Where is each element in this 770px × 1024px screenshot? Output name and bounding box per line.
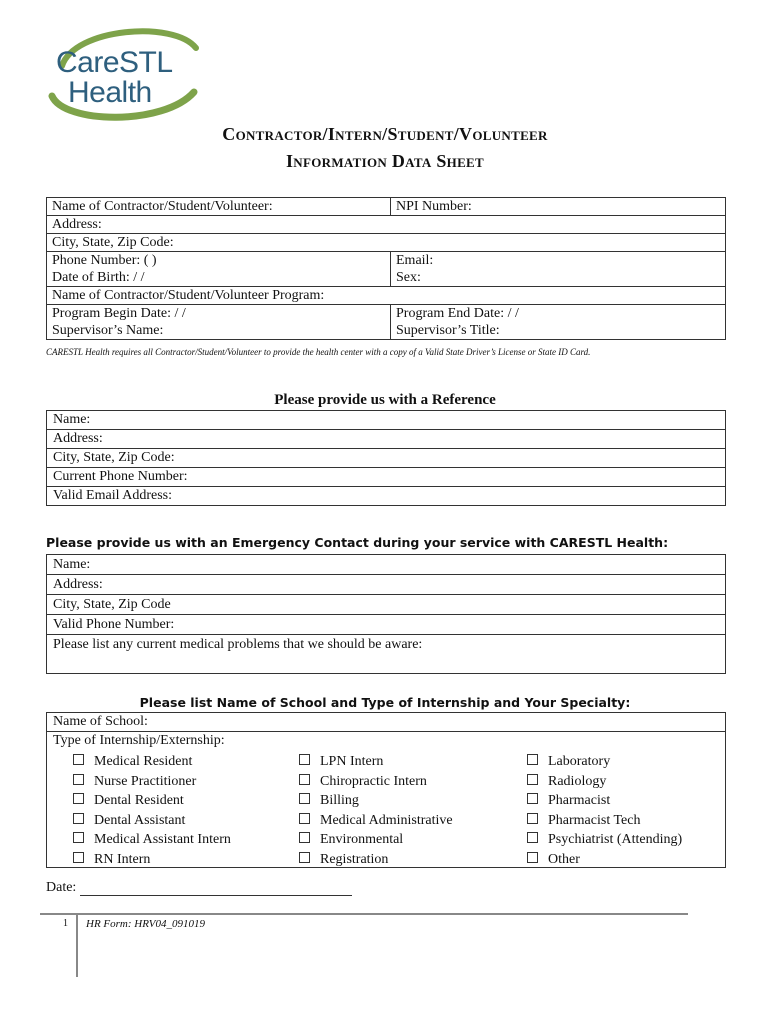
checkbox-icon[interactable] — [73, 793, 84, 804]
reference-section — [46, 410, 726, 506]
city-state-zip-field[interactable]: City, State, Zip Code: — [47, 234, 726, 252]
option-dental-resident[interactable]: Dental Resident — [73, 791, 231, 811]
contractor-info-table — [46, 197, 726, 340]
option-lpn-intern[interactable]: LPN Intern — [299, 752, 453, 772]
school-name-field[interactable]: Name of School: — [47, 713, 725, 732]
option-registration[interactable]: Registration — [299, 850, 453, 870]
reference-city-state-zip-field[interactable]: City, State, Zip Code: — [47, 449, 725, 468]
option-medical-administrative[interactable]: Medical Administrative — [299, 811, 453, 831]
option-nurse-practitioner[interactable]: Nurse Practitioner — [73, 772, 231, 792]
checkbox-icon[interactable] — [299, 852, 310, 863]
checkbox-icon[interactable] — [527, 852, 538, 863]
option-radiology[interactable]: Radiology — [527, 772, 682, 792]
phone-number-field[interactable]: Phone Number: ( ) — [47, 252, 391, 270]
option-other[interactable]: Other — [527, 850, 682, 870]
reference-name-field[interactable]: Name: — [47, 411, 725, 430]
checkbox-icon[interactable] — [73, 832, 84, 843]
checkbox-icon[interactable] — [299, 832, 310, 843]
reference-address-field[interactable]: Address: — [47, 430, 725, 449]
table-row — [47, 305, 726, 323]
options-column-3 — [527, 752, 682, 870]
checkbox-icon[interactable] — [527, 832, 538, 843]
checkbox-icon[interactable] — [73, 774, 84, 785]
supervisor-name-field[interactable]: Supervisor’s Name: — [47, 322, 391, 340]
option-laboratory[interactable]: Laboratory — [527, 752, 682, 772]
name-field[interactable]: Name of Contractor/Student/Volunteer: — [47, 198, 391, 216]
program-name-field[interactable]: Name of Contractor/Student/Volunteer Program: — [47, 287, 726, 305]
table-row — [47, 287, 726, 305]
checkbox-icon[interactable] — [299, 754, 310, 765]
option-medical-resident[interactable]: Medical Resident — [73, 752, 231, 772]
supervisor-title-field[interactable]: Supervisor’s Title: — [391, 322, 726, 340]
reference-heading: Please provide us with a Reference — [274, 392, 496, 408]
option-pharmacist[interactable]: Pharmacist — [527, 791, 682, 811]
option-billing[interactable]: Billing — [299, 791, 453, 811]
license-requirement-note: CARESTL Health requires all Contractor/Student/Volunteer to provide the health center with a copy of a Valid State Driver’s License or State ID Card. — [46, 347, 591, 357]
school-heading: Please list Name of School and Type of Internship and Your Specialty: — [139, 695, 631, 710]
footer-divider — [40, 913, 688, 915]
checkbox-icon[interactable] — [527, 754, 538, 765]
option-environmental[interactable]: Environmental — [299, 830, 453, 850]
emergency-name-field[interactable]: Name: — [47, 555, 725, 575]
reference-email-field[interactable]: Valid Email Address: — [53, 488, 172, 503]
checkbox-icon[interactable] — [299, 793, 310, 804]
school-section — [46, 712, 726, 868]
date-of-birth-field[interactable]: Date of Birth: / / — [47, 269, 391, 287]
medical-problems-field[interactable]: Please list any current medical problems that we should be aware: — [53, 637, 423, 652]
checkbox-icon[interactable] — [299, 813, 310, 824]
checkbox-icon[interactable] — [73, 813, 84, 824]
date-label: Date: — [46, 880, 77, 895]
date-field — [46, 880, 352, 896]
option-rn-intern[interactable]: RN Intern — [73, 850, 231, 870]
reference-phone-field[interactable]: Current Phone Number: — [47, 468, 725, 487]
form-id: HR Form: HRV04_091019 — [86, 918, 205, 930]
checkbox-icon[interactable] — [527, 813, 538, 824]
option-pharmacist-tech[interactable]: Pharmacist Tech — [527, 811, 682, 831]
logo-text-care: CareSTL — [56, 46, 173, 79]
options-column-2 — [299, 752, 453, 870]
checkbox-icon[interactable] — [299, 774, 310, 785]
date-input-line[interactable] — [80, 881, 352, 896]
table-row — [47, 216, 726, 234]
option-psychiatrist-attending[interactable]: Psychiatrist (Attending) — [527, 830, 682, 850]
table-row — [47, 322, 726, 340]
logo-text-health: Health — [68, 76, 152, 109]
form-title-line2: Information Data Sheet — [285, 151, 484, 171]
email-field[interactable]: Email: — [391, 252, 726, 270]
internship-type-label: Type of Internship/Externship: — [53, 733, 225, 748]
program-begin-date-field[interactable]: Program Begin Date: / / — [47, 305, 391, 323]
carestl-health-logo — [44, 26, 204, 122]
page-number: 1 — [63, 918, 68, 929]
checkbox-icon[interactable] — [527, 793, 538, 804]
form-title-line1: Contractor/Intern/Student/Volunteer — [222, 124, 548, 144]
table-row — [47, 198, 726, 216]
table-row — [47, 234, 726, 252]
table-row — [47, 269, 726, 287]
address-field[interactable]: Address: — [47, 216, 726, 234]
option-dental-assistant[interactable]: Dental Assistant — [73, 811, 231, 831]
npi-number-field[interactable]: NPI Number: — [391, 198, 726, 216]
program-end-date-field[interactable]: Program End Date: / / — [391, 305, 726, 323]
option-medical-assistant-intern[interactable]: Medical Assistant Intern — [73, 830, 231, 850]
emergency-phone-field[interactable]: Valid Phone Number: — [47, 615, 725, 635]
footer-vertical-rule — [76, 913, 78, 977]
table-row — [47, 252, 726, 270]
emergency-city-state-zip-field[interactable]: City, State, Zip Code — [47, 595, 725, 615]
option-chiropractic-intern[interactable]: Chiropractic Intern — [299, 772, 453, 792]
emergency-contact-heading: Please provide us with an Emergency Contact during your service with CARESTL Health: — [46, 535, 669, 550]
emergency-contact-section — [46, 554, 726, 674]
checkbox-icon[interactable] — [527, 774, 538, 785]
sex-field[interactable]: Sex: — [391, 269, 726, 287]
emergency-address-field[interactable]: Address: — [47, 575, 725, 595]
checkbox-icon[interactable] — [73, 852, 84, 863]
options-column-1 — [73, 752, 231, 870]
checkbox-icon[interactable] — [73, 754, 84, 765]
